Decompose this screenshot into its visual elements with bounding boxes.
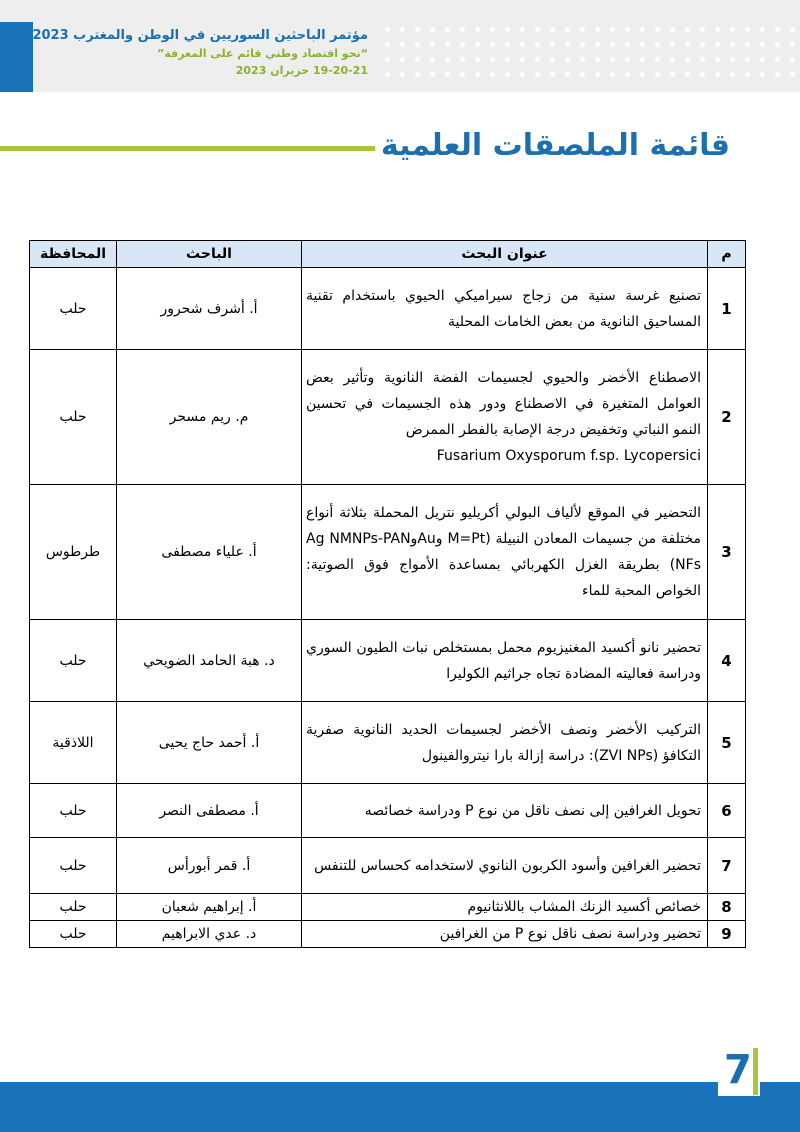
table-row — [30, 838, 746, 894]
row-title — [302, 268, 708, 350]
row-governorate: حلب — [30, 838, 117, 894]
row-researcher: أ. أشرف شحرور — [117, 268, 302, 350]
row-num: 9 — [708, 921, 746, 948]
row-governorate: حلب — [30, 784, 117, 838]
page-number-accent-bar — [753, 1048, 758, 1095]
row-governorate: حلب — [30, 350, 117, 485]
dot-pattern — [380, 22, 800, 82]
row-governorate: اللاذقية — [30, 702, 117, 784]
table-row — [30, 620, 746, 702]
conference-title: مؤتمر الباحثين السوريين في الوطن والمغترب 2023 — [32, 28, 368, 43]
row-num: 8 — [708, 894, 746, 921]
row-title-text: تحضير ودراسة نصف ناقل نوع P من الغرافين — [439, 926, 701, 942]
conference-info — [32, 27, 368, 79]
header-title: عنوان البحث — [302, 241, 708, 268]
row-title-text: الاصطناع الأخضر والحيوي لجسيمات الفضة النانوية وتأثير بعض العوامل المتغيرة في الاصطناع ودور هذه الجسيمات في تحسين النمو النباتي وتخفيض درجة الإصابة بالفطر الممرض — [306, 370, 701, 438]
table-row — [30, 894, 746, 921]
row-title-text: تحويل الغرافين إلى نصف ناقل من نوع P ودراسة خصائصه — [364, 802, 701, 819]
row-title-text: التحضير في الموقع لألياف البولي أكريليو نتريل المحملة بثلاثة أنواع مختلفة من جسيمات المعادن النبيلة (M=Pt وAuوAg NMNPs-PAN NFs) بطريقة الغزل الكهربائي بمساعدة الأمواج فوق الصوتية: الخواص المحبة للماء — [306, 505, 702, 599]
header-num: م — [708, 241, 746, 268]
row-title-text: تحضير نانو أكسيد المغنيزيوم محمل بمستخلص نبات الطيون السوري ودراسة فعاليته المضادة تجاه جراثيم الكوليرا — [306, 639, 701, 682]
footer-band — [0, 1082, 800, 1132]
row-governorate: حلب — [30, 894, 117, 921]
row-title-text: التركيب الأخضر ونصف الأخضر لجسيمات الحديد النانوية صفرية التكافؤ (ZVI NPs): دراسة إزالة بارا نيتروالفينول — [306, 721, 701, 764]
table-row — [30, 702, 746, 784]
row-researcher: د. هبة الحامد الضويحي — [117, 620, 302, 702]
row-title — [302, 485, 708, 620]
row-governorate: طرطوس — [30, 485, 117, 620]
row-title — [302, 894, 708, 921]
header-accent-tab — [0, 22, 33, 92]
table-row — [30, 485, 746, 620]
table-row — [30, 784, 746, 838]
row-researcher: أ. قمر أبورأس — [117, 838, 302, 894]
conference-slogan: “نحو اقتصاد وطني قائم على المعرفة” — [157, 47, 368, 60]
row-num: 4 — [708, 620, 746, 702]
table-row — [30, 268, 746, 350]
row-num: 7 — [708, 838, 746, 894]
table-row — [30, 350, 746, 485]
header-governorate: المحافظة — [30, 241, 117, 268]
table-header-row — [30, 241, 746, 268]
row-num: 6 — [708, 784, 746, 838]
header-researcher: الباحث — [117, 241, 302, 268]
row-governorate: حلب — [30, 921, 117, 948]
conference-dates: 19-20-21 حزيران 2023 — [235, 64, 368, 77]
row-researcher: أ. أحمد حاج يحيى — [117, 702, 302, 784]
table-row — [30, 921, 746, 948]
row-num: 2 — [708, 350, 746, 485]
row-title — [302, 784, 708, 838]
page-number: 7 — [724, 1047, 752, 1093]
posters-table — [29, 240, 746, 948]
page-title: قائمة الملصقات العلمية — [380, 128, 730, 163]
header-band — [0, 0, 800, 92]
row-title — [302, 350, 708, 485]
row-researcher: أ. علياء مصطفى — [117, 485, 302, 620]
row-governorate: حلب — [30, 620, 117, 702]
row-num: 1 — [708, 268, 746, 350]
row-title-latin: Fusarium Oxysporum f.sp. Lycopersici — [436, 448, 701, 464]
row-title — [302, 620, 708, 702]
row-num: 3 — [708, 485, 746, 620]
row-governorate: حلب — [30, 268, 117, 350]
row-num: 5 — [708, 702, 746, 784]
row-researcher: أ. مصطفى النصر — [117, 784, 302, 838]
row-title-text: تحضير الغرافين وأسود الكربون النانوي لاستخدامه كحساس للتنفس — [314, 857, 701, 874]
row-title — [302, 921, 708, 948]
row-title-text: تصنيع غرسة سنية من زجاج سيراميكي الحيوي باستخدام تقنية المساحيق النانوية من بعض الخامات المحلية — [306, 287, 701, 330]
row-researcher: أ. إبراهيم شعبان — [117, 894, 302, 921]
row-title — [302, 702, 708, 784]
row-researcher: د. عدي الابراهيم — [117, 921, 302, 948]
row-title-text: خصائص أكسيد الزنك المشاب باللانثانيوم — [467, 899, 701, 915]
title-accent-line — [0, 146, 375, 151]
row-title — [302, 838, 708, 894]
row-researcher: م. ريم مسحر — [117, 350, 302, 485]
